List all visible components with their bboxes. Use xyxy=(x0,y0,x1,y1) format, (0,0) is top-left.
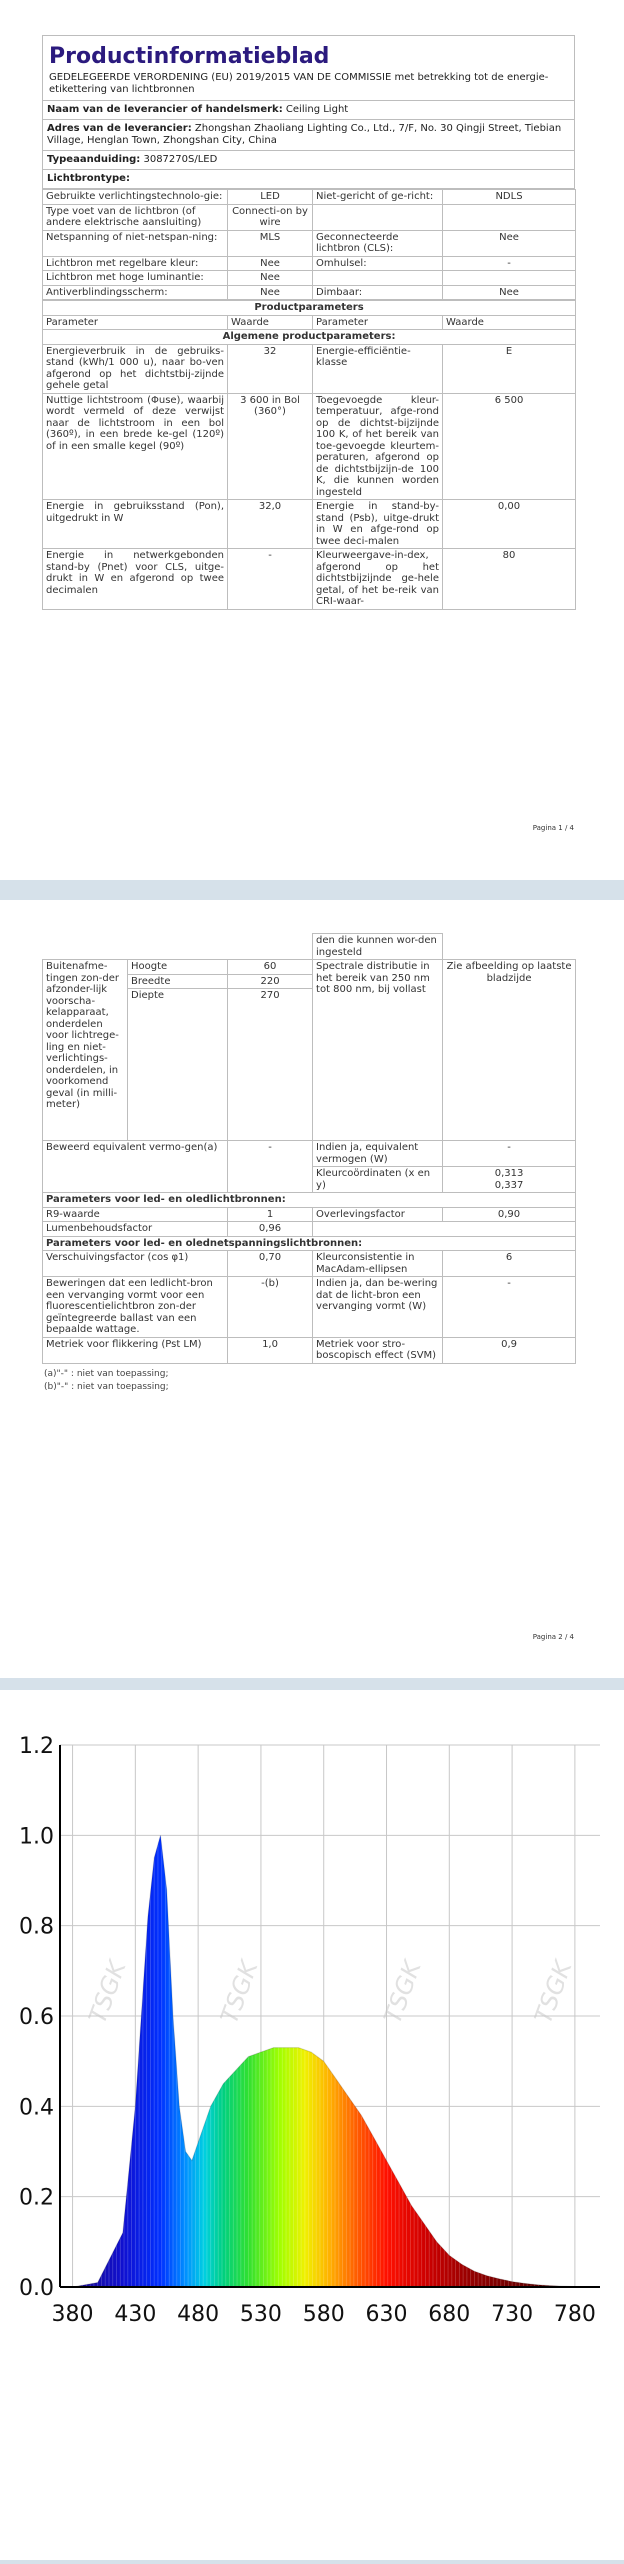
chroma-y: 0,337 xyxy=(494,1179,524,1191)
type-row xyxy=(43,204,576,230)
x-tick-label: 680 xyxy=(428,2302,471,2327)
page-2 xyxy=(0,900,624,1678)
cri-continued: den die kunnen wor-den ingesteld xyxy=(313,934,443,960)
spectrum-chart xyxy=(0,1690,624,2560)
cos-label: Verschuivingsfactor (cos φ1) xyxy=(43,1251,228,1277)
claims-if-value: - xyxy=(443,1277,576,1338)
type-value-2 xyxy=(443,271,576,286)
footnote-b: (b)"-" : niet van toepassing; xyxy=(44,1381,169,1392)
type-value: MLS xyxy=(228,230,313,256)
x-tick-label: 730 xyxy=(491,2302,534,2327)
dim-height-value: 60 xyxy=(228,960,313,975)
type-row xyxy=(43,190,576,205)
type-param: Type voet van de lichtbron (of andere elektrische aansluiting) xyxy=(43,204,228,230)
dim-width-value: 220 xyxy=(228,974,313,989)
lumen-label: Lumenbehoudsfactor xyxy=(43,1222,228,1237)
x-tick-label: 380 xyxy=(51,2302,94,2327)
lumen-value: 0,96 xyxy=(228,1222,313,1237)
sheet-1 xyxy=(42,35,575,610)
type-value-2: Nee xyxy=(443,285,576,300)
general-row xyxy=(43,344,576,393)
y-tick-label: 0.6 xyxy=(19,2005,54,2030)
footnote-a: (a)"-" : niet van toepassing; xyxy=(44,1368,169,1379)
type-value: Connecti-on by wire xyxy=(228,204,313,230)
blank-cell-3 xyxy=(313,1222,576,1237)
flicker-value: 1,0 xyxy=(228,1337,313,1363)
general-param-2: Toegevoegde kleur-temperatuur, afge-rond op de dichtst-bijzijnde 100 K, of het bereik van toe-gevoegde kleurtem-peraturen, afgerond op de dichtstbijzijn-de 100 K, die kunnen worden ingesteld xyxy=(313,393,443,500)
type-param: Lichtbron met regelbare kleur: xyxy=(43,256,228,271)
general-value-2: 0,00 xyxy=(443,500,576,549)
dim-depth-value: 270 xyxy=(228,989,313,1141)
col-parameter: Parameter xyxy=(43,315,228,330)
type-param: Gebruikte verlichtingstechnolo-gie: xyxy=(43,190,228,205)
mains-header: Parameters voor led- en olednetspanningslichtbronnen: xyxy=(43,1236,576,1251)
x-tick-label: 530 xyxy=(239,2302,282,2327)
r9-label: R9-waarde xyxy=(43,1207,228,1222)
equiv-if-value: - xyxy=(443,1141,576,1167)
y-tick-label: 1.0 xyxy=(19,1824,54,1850)
supplier-value: Ceiling Light xyxy=(285,104,349,115)
general-value-2: E xyxy=(443,344,576,393)
claims-if-label: Indien ja, dan be-wering dat de licht-bron een vervanging vormt (W) xyxy=(313,1277,443,1338)
strobo-value: 0,9 xyxy=(443,1337,576,1363)
claims-label: Beweringen dat een ledlicht-bron een vervanging vormt voor een fluorescentielichtbron zon-der geïntegreerde ballast van een bepaalde wattage. xyxy=(43,1277,228,1338)
type-param-2: Omhulsel: xyxy=(313,256,443,271)
y-tick-label: 0.2 xyxy=(19,2185,54,2211)
type-value-2: NDLS xyxy=(443,190,576,205)
type-param: Lichtbron met hoge luminantie: xyxy=(43,271,228,286)
blank-cell xyxy=(43,934,313,960)
general-row xyxy=(43,549,576,610)
model-value: 3087270S/LED xyxy=(143,154,218,165)
macadam-value: 6 xyxy=(443,1251,576,1277)
y-tick-label: 0.4 xyxy=(19,2095,54,2121)
general-param: Nuttige lichtstroom (Φuse), waarbij wordt vermeld of deze verwijst naar de lichtstroom in een bol (360º), in een brede ke-gel (120º) of in een smalle kegel (90º) xyxy=(43,393,228,500)
type-param: Netspanning of niet-netspan-ning: xyxy=(43,230,228,256)
general-value: 32,0 xyxy=(228,500,313,549)
type-value: Nee xyxy=(228,256,313,271)
type-table xyxy=(42,189,576,300)
general-value: 32 xyxy=(228,344,313,393)
y-tick-label: 1.2 xyxy=(19,1734,54,1759)
general-value: 3 600 in Bol (360°) xyxy=(228,393,313,500)
macadam-label: Kleurconsistentie in MacAdam-ellipsen xyxy=(313,1251,443,1277)
general-param: Energie in netwerkgebonden stand-by (Pnet) voor CLS, uitge-drukt in W en afgerond op twee decimalen xyxy=(43,549,228,610)
general-value-2: 6 500 xyxy=(443,393,576,500)
type-header: Lichtbrontype: xyxy=(47,173,130,184)
type-row xyxy=(43,285,576,300)
type-param-2 xyxy=(313,204,443,230)
model-row xyxy=(43,151,574,170)
col-value-2: Waarde xyxy=(443,315,576,330)
type-param-2 xyxy=(313,271,443,286)
general-row xyxy=(43,500,576,549)
watermark-text: TSGK xyxy=(378,1957,427,2028)
page-3 xyxy=(0,1690,624,2560)
page-number-2: Pagina 2 / 4 xyxy=(532,1633,574,1641)
chroma-x: 0,313 xyxy=(494,1168,524,1179)
chroma-label: Kleurcoördinaten (x en y) xyxy=(313,1167,443,1193)
y-tick-label: 0.8 xyxy=(19,1914,54,1940)
dim-depth-label: Diepte xyxy=(128,989,228,1141)
general-param: Energie in gebruiksstand (Pon), uitgedrukt in W xyxy=(43,500,228,549)
type-param-2: Geconnecteerde lichtbron (CLS): xyxy=(313,230,443,256)
type-row xyxy=(43,230,576,256)
chroma-value xyxy=(443,1167,576,1193)
type-value: LED xyxy=(228,190,313,205)
params-table xyxy=(42,300,576,610)
general-value: - xyxy=(228,549,313,610)
supplier-row xyxy=(43,101,574,120)
params-table-cont xyxy=(42,933,576,1364)
x-tick-label: 630 xyxy=(365,2302,408,2327)
flicker-label: Metriek voor flikkering (Pst LM) xyxy=(43,1337,228,1363)
general-param-2: Energie-efficiëntie-klasse xyxy=(313,344,443,393)
watermark-text: TSGK xyxy=(83,1957,132,2028)
survival-value: 0,90 xyxy=(443,1207,576,1222)
type-param-2: Dimbaar: xyxy=(313,285,443,300)
x-tick-label: 580 xyxy=(302,2302,345,2327)
y-tick-label: 0.0 xyxy=(19,2276,54,2301)
type-value-2: Nee xyxy=(443,230,576,256)
type-value-2: - xyxy=(443,256,576,271)
dim-width-label: Breedte xyxy=(128,974,228,989)
page-title: Productinformatieblad xyxy=(49,44,330,69)
type-param-2: Niet-gericht of ge-richt: xyxy=(313,190,443,205)
general-param-2: Kleurweergave-in-dex, afgerond op het dichtstbijzijnde ge-hele getal, of het be-reik van CRI-waar- xyxy=(313,549,443,610)
claims-value: -(b) xyxy=(228,1277,313,1338)
params-header: Productparameters xyxy=(43,301,576,316)
equiv-if-label: Indien ja, equivalent vermogen (W) xyxy=(313,1141,443,1167)
spectral-label: Spectrale distributie in het bereik van 250 nm tot 800 nm, bij vollast xyxy=(313,960,443,1141)
dim-height-label: Hoogte xyxy=(128,960,228,975)
blank-cell-2 xyxy=(443,934,576,960)
type-row xyxy=(43,271,576,286)
general-row xyxy=(43,393,576,500)
dims-label: Buitenafme-tingen zon-der afzonder-lijk voorscha-kelapparaat, onderdelen voor lichtrege-ling en niet-verlichtings-onderdelen, in voorkomend geval (in milli-meter) xyxy=(43,960,128,1141)
supplier-label: Naam van de leverancier of handelsmerk: xyxy=(47,104,283,115)
col-parameter-2: Parameter xyxy=(313,315,443,330)
watermark-text: TSGK xyxy=(529,1957,578,2028)
cos-value: 0,70 xyxy=(228,1251,313,1277)
type-param: Antiverblindingsscherm: xyxy=(43,285,228,300)
equiv-label: Beweerd equivalent vermo-gen(a) xyxy=(43,1141,228,1193)
led-header: Parameters voor led- en oledlichtbronnen: xyxy=(43,1193,576,1208)
equiv-value: - xyxy=(228,1141,313,1193)
general-param-2: Energie in stand-by-stand (Psb), uitge-drukt in W en afge-rond op twee deci-malen xyxy=(313,500,443,549)
sheet-2 xyxy=(42,933,575,1394)
spectral-value: Zie afbeelding op laatste bladzijde xyxy=(443,960,576,1141)
model-label: Typeaanduiding: xyxy=(47,154,141,165)
x-tick-label: 780 xyxy=(553,2302,596,2327)
address-row xyxy=(43,120,574,151)
general-header: Algemene productparameters: xyxy=(43,330,576,345)
x-tick-label: 430 xyxy=(114,2302,157,2327)
type-value-2 xyxy=(443,204,576,230)
type-value: Nee xyxy=(228,285,313,300)
general-param: Energieverbruik in de gebruiks-stand (kWh/1 000 u), naar bo-ven afgerond op het dichtstbij-zijnde gehele getal xyxy=(43,344,228,393)
page-number: Pagina 1 / 4 xyxy=(532,824,574,832)
survival-label: Overlevingsfactor xyxy=(313,1207,443,1222)
col-value: Waarde xyxy=(228,315,313,330)
x-tick-label: 480 xyxy=(177,2302,220,2327)
type-row xyxy=(43,256,576,271)
address-value: Zhongshan Zhaoliang Lighting Co., Ltd., 7/F, No. 30 Qingji Street, Tiebian Village, Henglan Town, Zhongshan City, China xyxy=(47,123,562,146)
page-1 xyxy=(0,0,624,880)
general-value-2: 80 xyxy=(443,549,576,610)
watermark-text: TSGK xyxy=(215,1957,264,2028)
strobo-label: Metriek voor stro-boscopisch effect (SVM) xyxy=(313,1337,443,1363)
r9-value: 1 xyxy=(228,1207,313,1222)
address-label: Adres van de leverancier: xyxy=(47,123,192,134)
type-value: Nee xyxy=(228,271,313,286)
page-subtitle: GEDELEGEERDE VERORDENING (EU) 2019/2015 VAN DE COMMISSIE met betrekking tot de energie-etikettering van lichtbronnen xyxy=(43,72,574,101)
